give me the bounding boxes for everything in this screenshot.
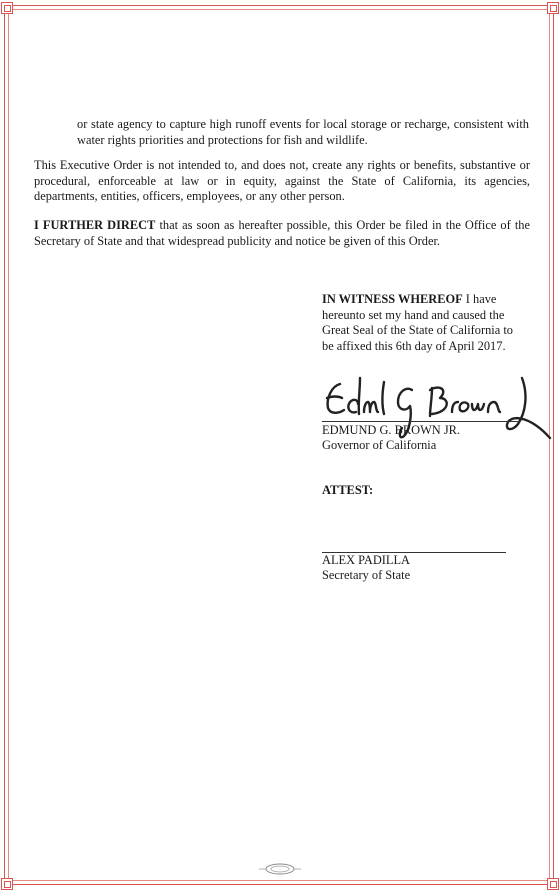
border-corner-ornament xyxy=(1,2,13,14)
governor-title: Governor of California xyxy=(322,438,437,452)
witness-text: I have hereunto set my hand and caused the Great Seal of the State of California to be affixed this 6th day of April 2017. xyxy=(322,292,513,353)
witness-block xyxy=(322,292,520,354)
border-corner-ornament xyxy=(1,878,13,890)
rights-disclaimer-paragraph: This Executive Order is not intended to, and does not, create any rights or benefits, substantive or procedural, enforceable at law or in equity, against the State of California, its agencies, departments, entities, officers, employees, or any other person. xyxy=(34,158,530,203)
border-corner-ornament xyxy=(547,2,559,14)
signature-line-governor xyxy=(322,421,518,422)
attest-title: Secretary of State xyxy=(322,568,411,582)
governor-name: EDMUND G. BROWN JR. xyxy=(322,423,461,437)
further-direct-lead: I FURTHER DIRECT xyxy=(34,218,156,232)
further-direct-paragraph xyxy=(34,218,530,249)
continued-paragraph: or state agency to capture high runoff events for local storage or recharge, consistent with water rights priorities and protections for fish and wildlife. xyxy=(77,117,529,147)
witness-lead: IN WITNESS WHEREOF xyxy=(322,292,463,306)
further-direct-text: that as soon as hereafter possible, this Order be filed in the Office of the Secretary of State and that widespread publicity and notice be given of this Order. xyxy=(34,218,530,248)
attest-name: ALEX PADILLA xyxy=(322,553,410,567)
attest-label: ATTEST: xyxy=(322,483,374,497)
border-corner-ornament xyxy=(547,878,559,890)
printer-seal-icon xyxy=(257,862,303,876)
